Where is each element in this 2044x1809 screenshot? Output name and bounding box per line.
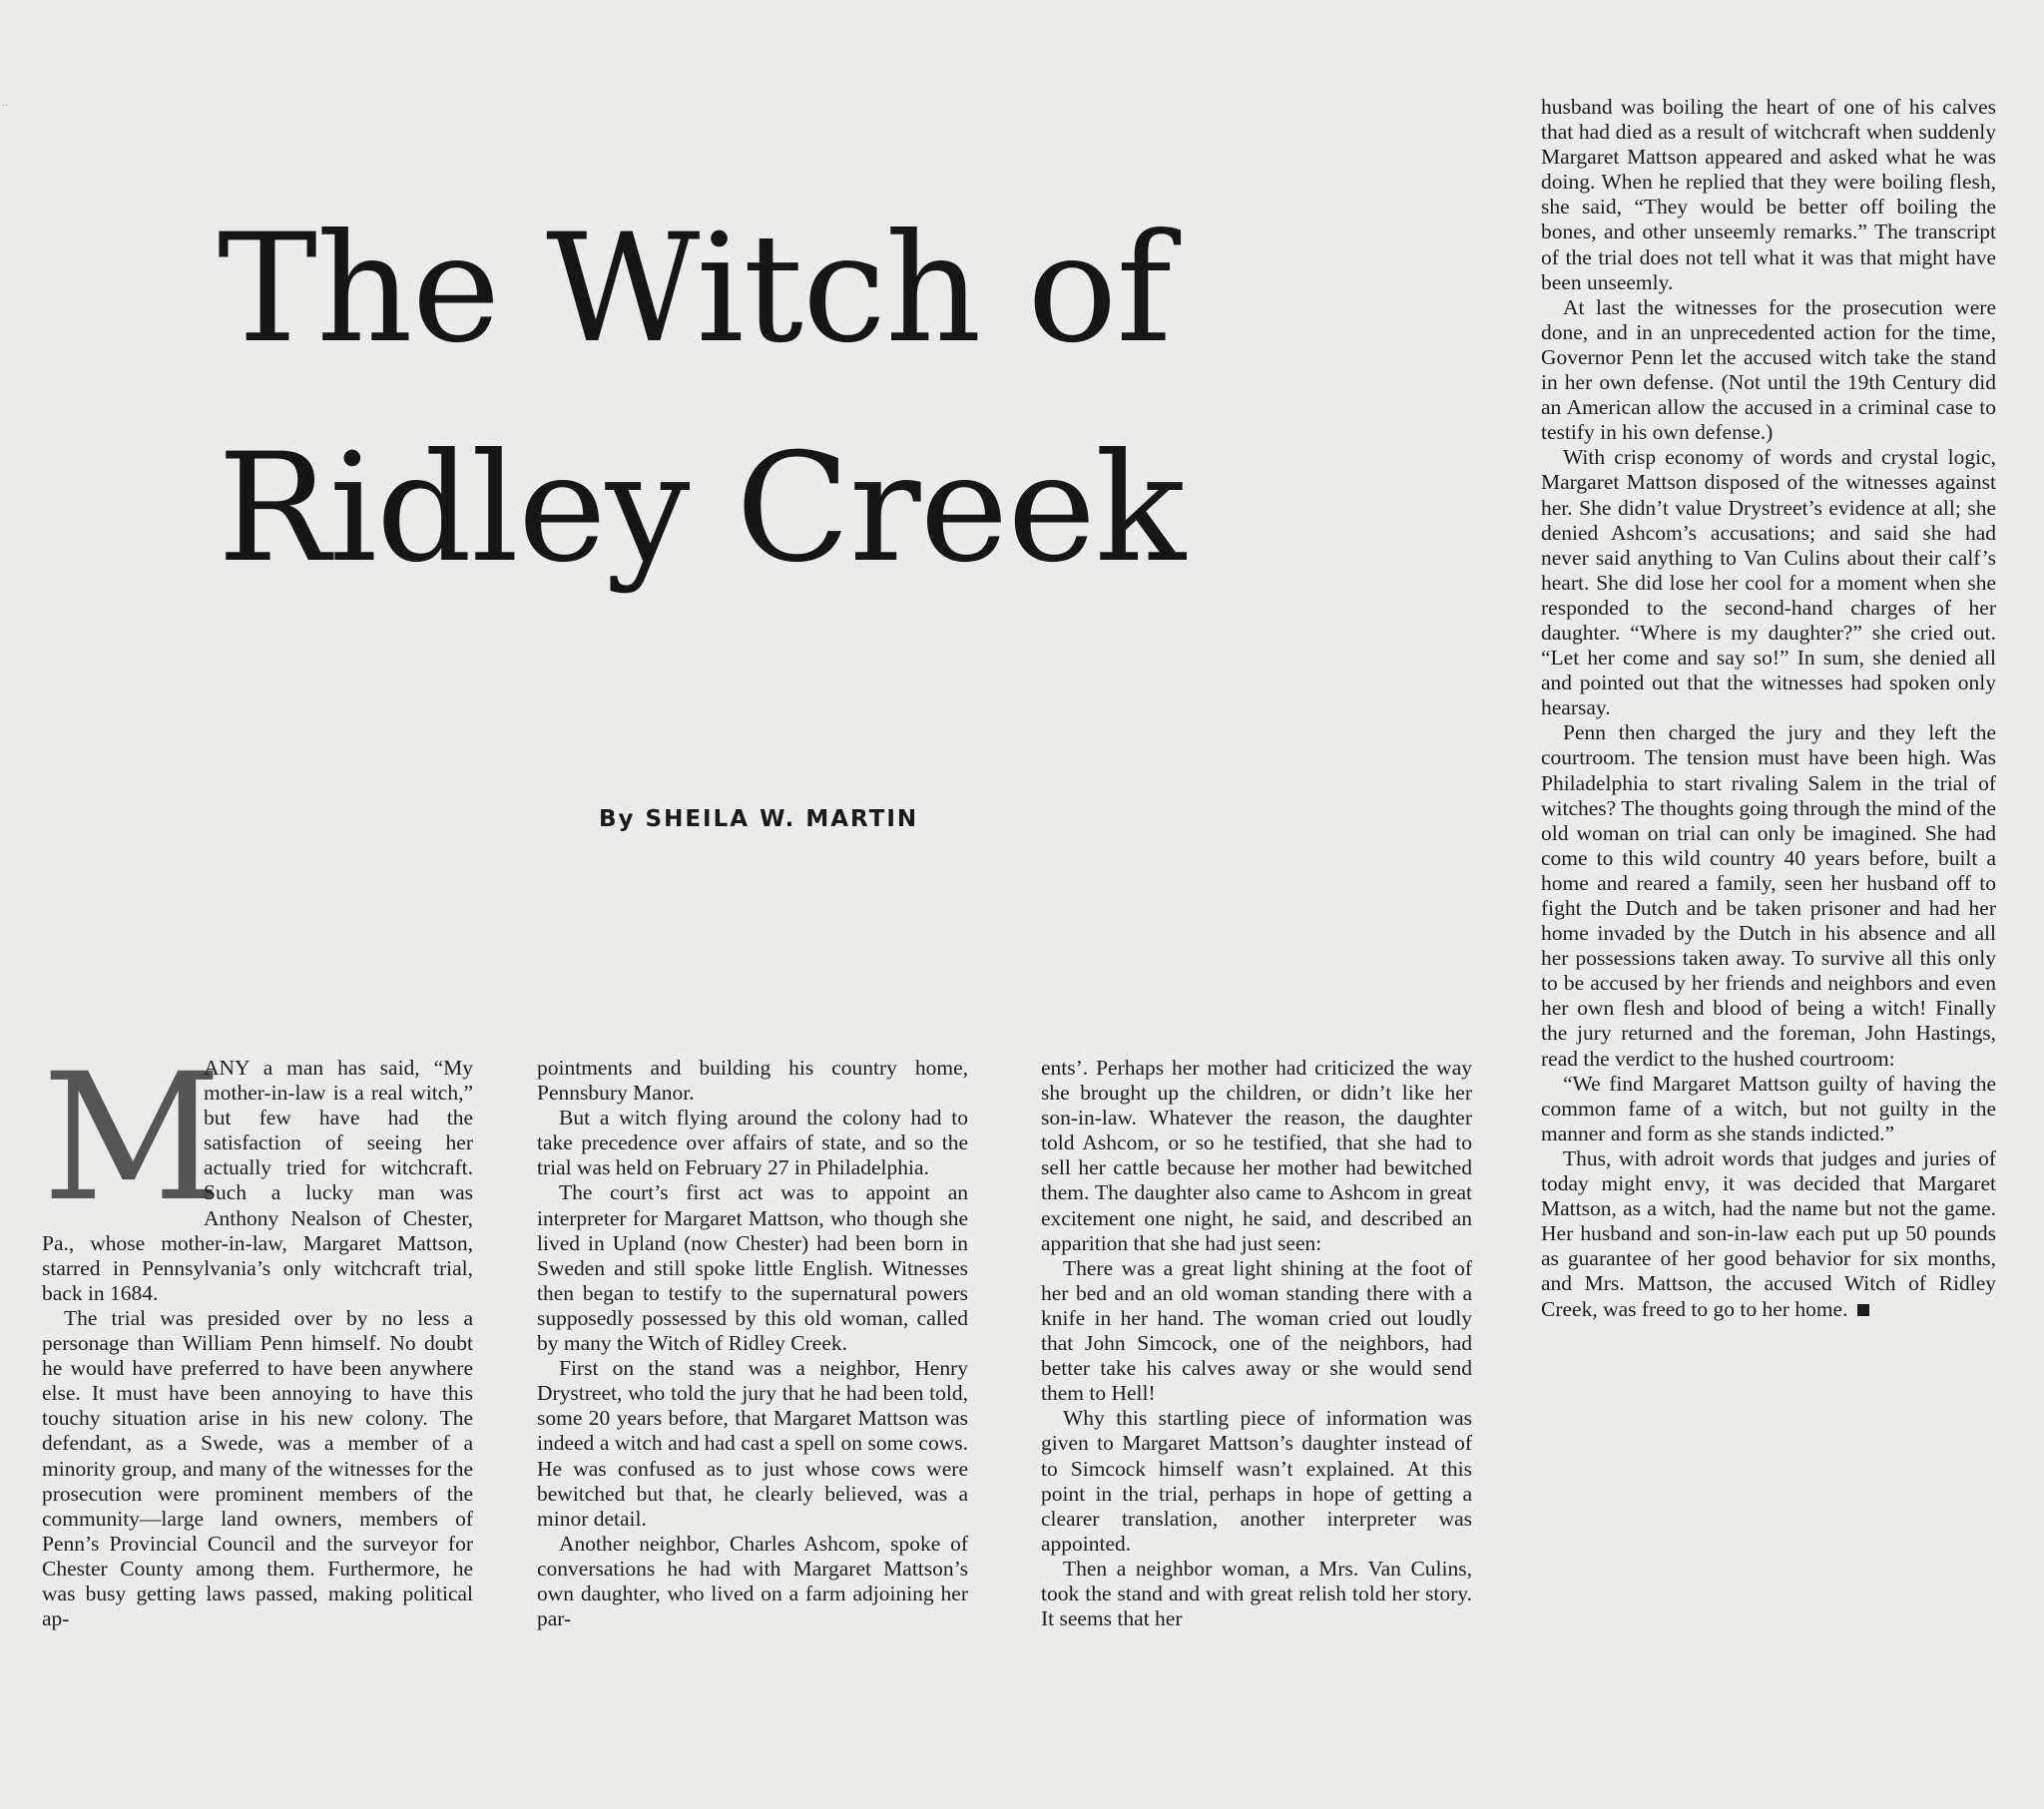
drop-cap: M [42,1036,223,1240]
article-title [218,180,1385,619]
title-line-2: Ridley Creek [218,422,1186,596]
paragraph-text: Thus, with adroit words that judges and juries of today might envy, it was decided that Margaret Mattson, as a witch, had the name but not the game. Her husband and son-in-law each put up 50 pounds as guarantee of her good behavior for six months, and Mrs. Mattson, the accused Witch of Ridley Creek, was freed to go to her home. [1541,1145,1996,1321]
paragraph: But a witch flying around the colony had to take precedence over affairs of state, and so the trial was held on February 27 in Philadelphia. [537,1106,968,1180]
paragraph: “We find Margaret Mattson guilty of having the common fame of a witch, but not guilty in the manner and form as she stands indicted.” [1541,1071,1996,1145]
byline: By SHEILA W. MARTIN [599,806,919,832]
scan-edge-marks: ·· [2,101,9,112]
paragraph: pointments and building his country home, Pennsbury Manor. [537,1056,968,1106]
article-column-3 [1041,1056,1472,1631]
end-of-story-mark [1857,1304,1869,1316]
paragraph: Why this startling piece of information was given to Margaret Mattson’s daughter instead of to Simcock himself wasn’t explained. At this point in the trial, perhaps in hope of getting a clearer translation, another interpreter was appointed. [1041,1406,1472,1556]
paragraph: With crisp economy of words and crystal logic, Margaret Mattson disposed of the witnesses against her. She didn’t value Drystreet’s evidence at all; she denied Ashcom’s accusations; and said she had never said anything to Van Culins about their calf’s heart. She did lose her cool for a moment when she responded to the second-hand charges of her daughter. “Where is my daughter?” she cried out. “Let her come and say so!” In sum, she denied all and pointed out that the witnesses had spoken only hearsay. [1541,445,1996,720]
paragraph: There was a great light shining at the foot of her bed and an old woman standing there with a knife in her hand. The woman cried out loudly that John Simcock, one of the neighbors, had better take his calves away or she would send them to Hell! [1041,1255,1472,1406]
paragraph: At last the witnesses for the prosecution were done, and in an unprecedented action for the time, Governor Penn let the accused witch take the stand in her own defense. (Not until the 19th Century did an American allow the accused in a criminal case to testify in his own defense.) [1541,294,1996,445]
title-line-1: The Witch of [218,203,1172,376]
article-column-4 [1541,95,1996,1322]
paragraph: The trial was presided over by no less a personage than William Penn himself. No doubt he would have preferred to have been anywhere else. It must have been annoying to have this touchy situation arise in his new colony. The defendant, as a Swede, was a member of a minority group, and many of the witnesses for the prosecution were prominent members of the community—large land owners, members of Penn’s Provincial Council and the surveyor for Chester County among them. Furthermore, he was busy getting laws passed, making political ap- [42,1305,473,1631]
paragraph: ents’. Perhaps her mother had criticized the way she brought up the children, or didn’t like her son-in-law. Whatever the reason, the daughter told Ashcom, or so he testified, that she had to sell her cattle because her mother had bewitched them. The daughter also came to Ashcom in great excitement one night, he said, and described an apparition that she had just seen: [1041,1056,1472,1255]
paragraph: husband was boiling the heart of one of his calves that had died as a result of witchcraft when suddenly Margaret Mattson appeared and asked what he was doing. When he replied that they were boiling flesh, she said, “They would be better off boiling the bones, and other unseemly remarks.” The transcript of the trial does not tell what it was that might have been unseemly. [1541,95,1996,294]
paragraph: ANY a man has said, “My mother-in-law is a real witch,” but few have had the satisfaction of seeing her actually tried for witchcraft. Such a lucky man was Anthony Nealson of Chester, Pa., whose mother-in-law, Margaret Mattson, starred in Pennsylvania’s only witchcraft trial, back in 1684. [42,1056,473,1305]
paragraph: Penn then charged the jury and they left the courtroom. The tension must have been high. Was Philadelphia to start rivaling Salem in the trial of witches? The thoughts going through the mind of the old woman on trial can only be imagined. She had come to this wild country 40 years before, built a home and reared a family, seen her husband off to fight the Dutch and be taken prisoner and had her home invaded by the Dutch in his absence and all her possessions taken away. To survive all this only to be accused by her friends and neighbors and even her own flesh and blood of being a witch! Finally the jury returned and the foreman, John Hastings, read the verdict to the hushed courtroom: [1541,720,1996,1071]
paragraph: Then a neighbor woman, a Mrs. Van Culins, took the stand and with great relish told her story. It seems that her [1041,1556,1472,1631]
article-column-1 [42,1036,473,1631]
final-paragraph [1541,1146,1996,1322]
article-column-2 [537,1056,968,1631]
paragraph: The court’s first act was to appoint an interpreter for Margaret Mattson, who though she lived in Upland (now Chester) had been born in Sweden and still spoke little English. Witnesses then began to testify to the supernatural powers supposedly possessed by this old woman, called by many the Witch of Ridley Creek. [537,1180,968,1356]
paragraph: First on the stand was a neighbor, Henry Drystreet, who told the jury that he had been told, some 20 years before, that Margaret Mattson was indeed a witch and had cast a spell on some cows. He was confused as to just whose cows were bewitched but that, he clearly believed, was a minor detail. [537,1356,968,1531]
paragraph: Another neighbor, Charles Ashcom, spoke of conversations he had with Margaret Mattson’s own daughter, who lived on a farm adjoining her par- [537,1531,968,1631]
